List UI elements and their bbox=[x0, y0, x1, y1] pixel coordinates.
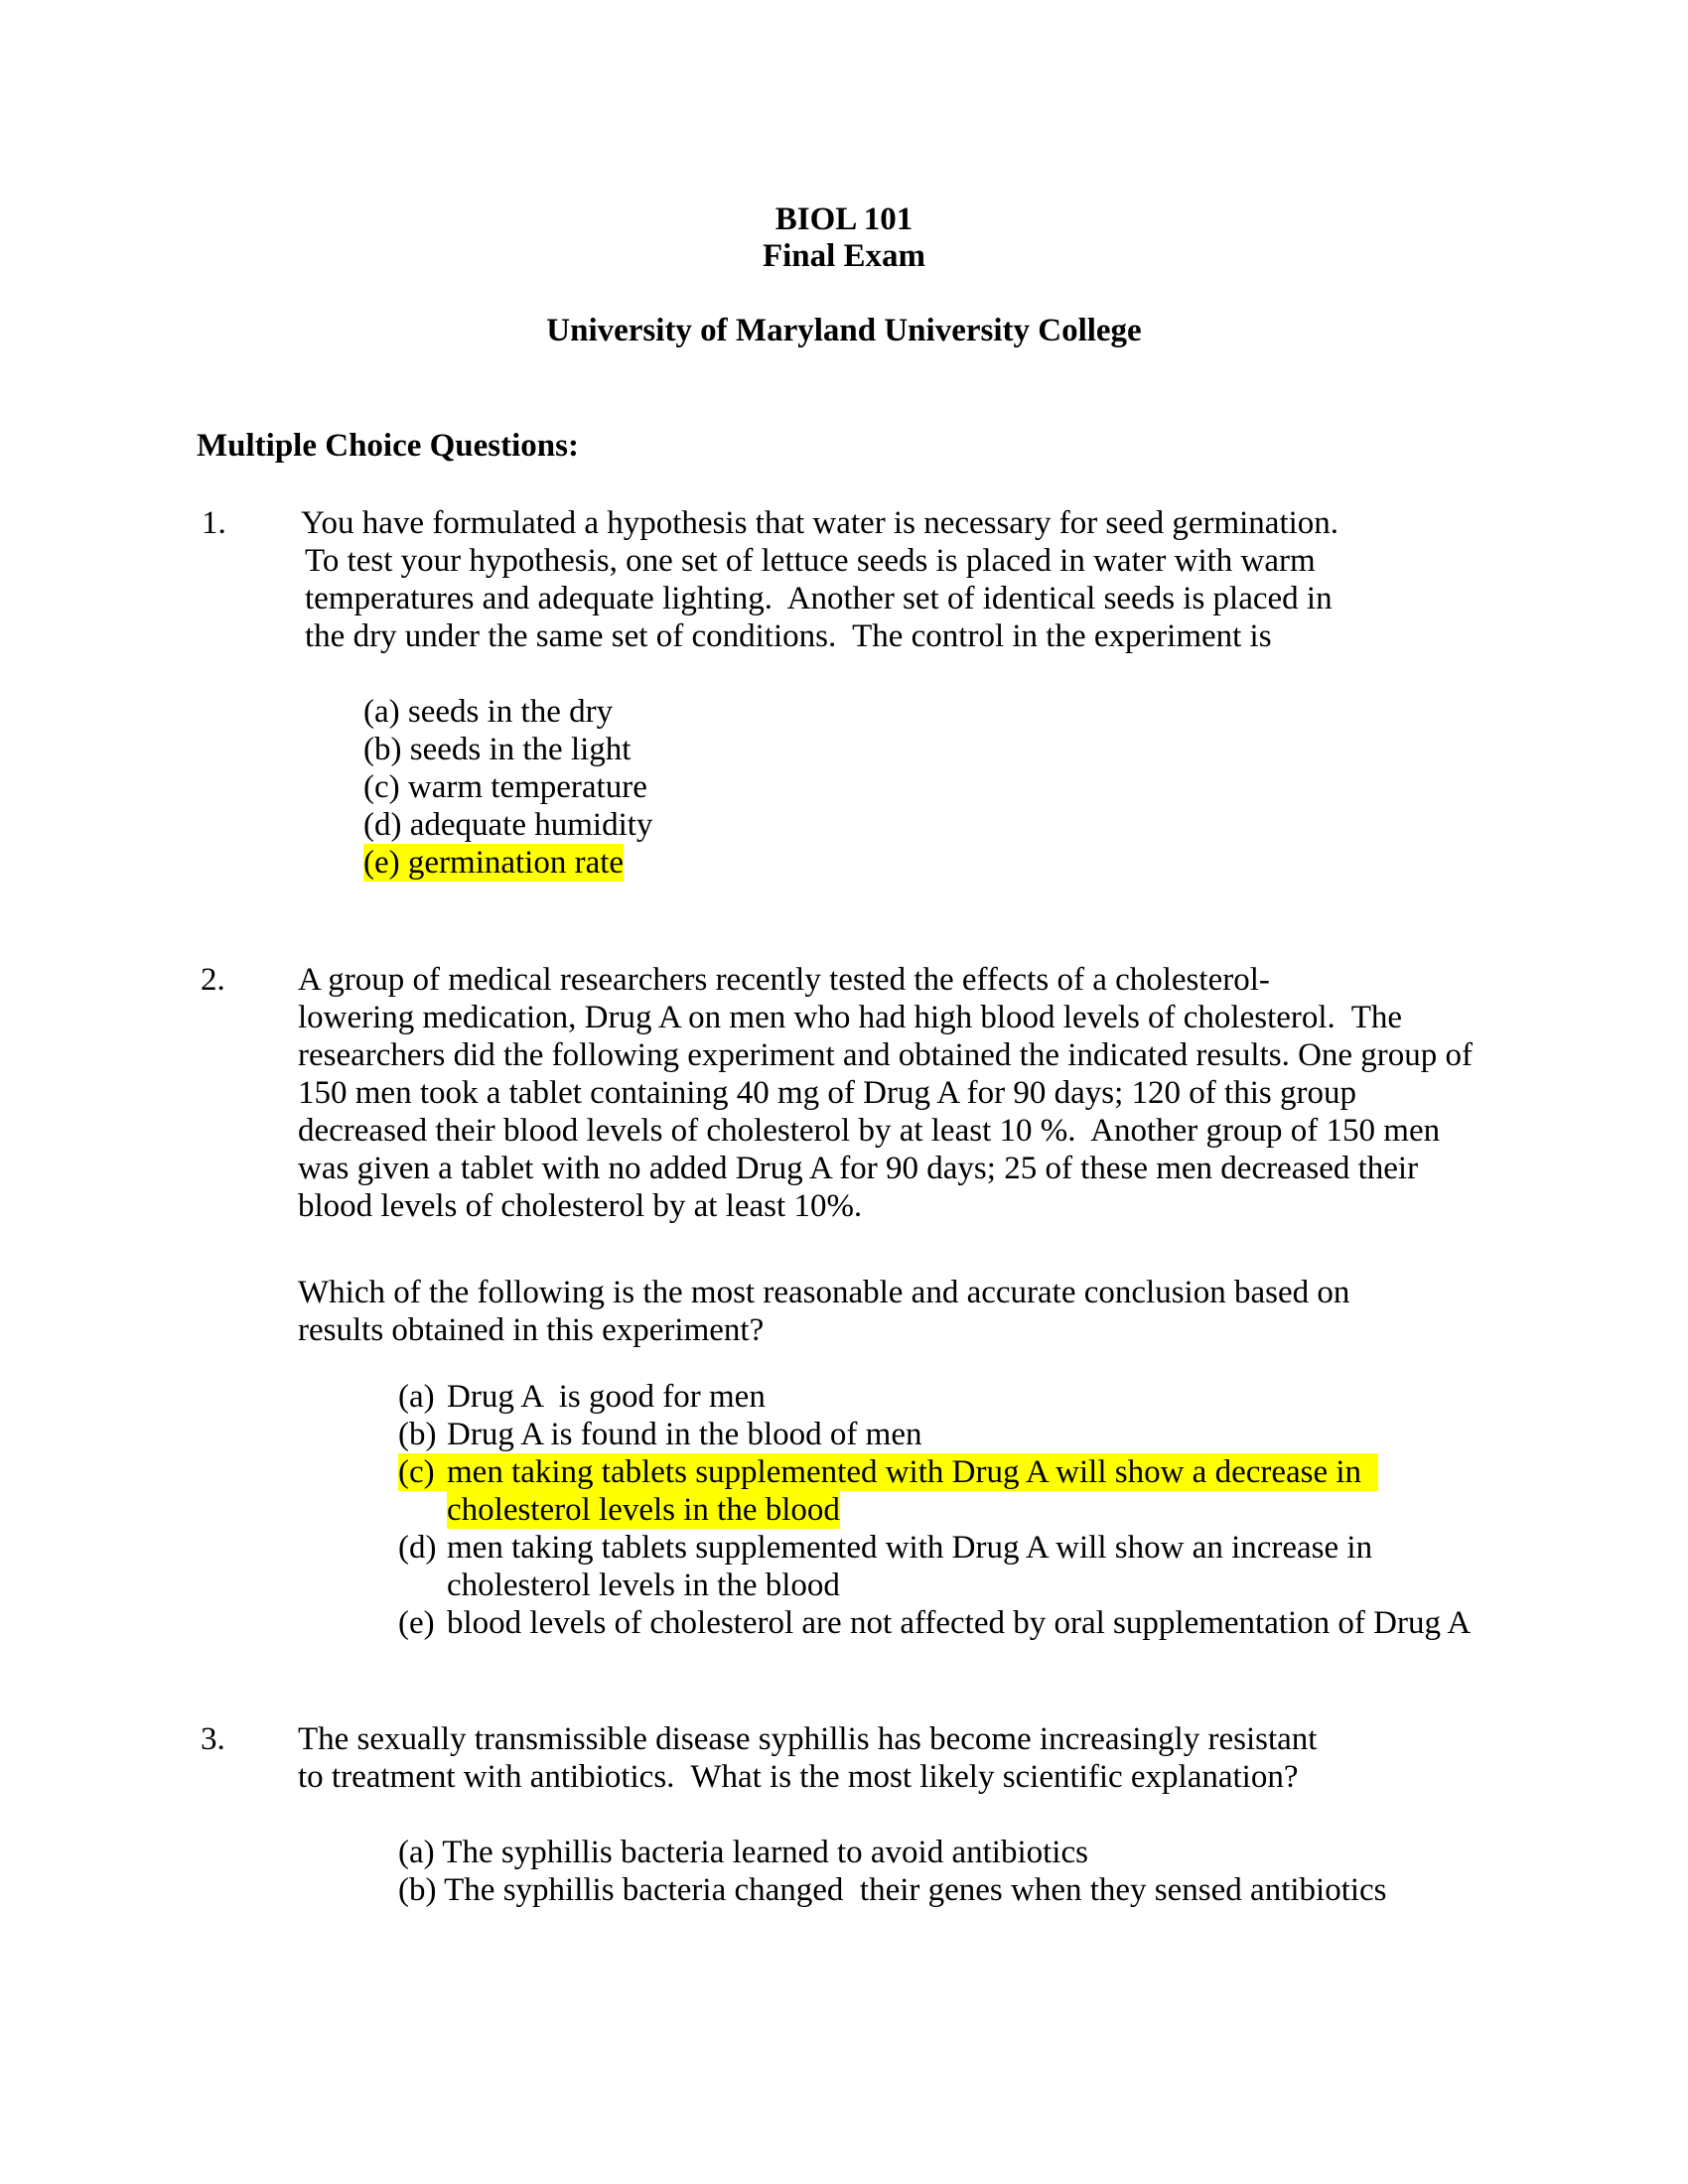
institution-name: University of Maryland University College bbox=[546, 313, 1142, 348]
question-text-line: decreased their blood levels of cholesterol by at least 10 %. Another group of 150 men bbox=[298, 1113, 1441, 1149]
answer-option-b bbox=[398, 1871, 1387, 1909]
option-label: (d) bbox=[363, 807, 402, 843]
option-text: The syphillis bacteria learned to avoid antibiotics bbox=[442, 1835, 1088, 1870]
question-text-line: You have formulated a hypothesis that water is necessary for seed germination. bbox=[301, 505, 1339, 541]
question-text-line: The sexually transmissible disease syphillis has become increasingly resistant bbox=[298, 1721, 1318, 1757]
option-label: (e) bbox=[363, 845, 400, 881]
option-label: (d) bbox=[398, 1530, 437, 1566]
option-text: men taking tablets supplemented with Drug A will show an increase in bbox=[447, 1530, 1373, 1566]
option-label: (a) bbox=[398, 1379, 435, 1415]
option-label: (b) bbox=[363, 732, 402, 767]
option-text: men taking tablets supplemented with Drug A will show a decrease in bbox=[447, 1454, 1362, 1490]
question-text-line: lowering medication, Drug A on men who had high blood levels of cholesterol. The bbox=[298, 1000, 1403, 1035]
question-text-line: the dry under the same set of conditions. The control in the experiment is bbox=[305, 618, 1272, 654]
question-number: 2. bbox=[201, 962, 225, 998]
question-text-line: 150 men took a tablet containing 40 mg of Drug A for 90 days; 120 of this group bbox=[298, 1075, 1356, 1111]
question-text-line: temperatures and adequate lighting. Another set of identical seeds is placed in bbox=[305, 581, 1333, 616]
option-text: The syphillis bacteria changed their genes when they sensed antibiotics bbox=[444, 1872, 1387, 1908]
option-label: (b) bbox=[398, 1417, 437, 1452]
answer-option-d bbox=[363, 806, 652, 844]
option-label: (c) bbox=[398, 1454, 435, 1490]
question-text-line: to treatment with antibiotics. What is the most likely scientific explanation? bbox=[298, 1759, 1299, 1795]
option-text-continued: cholesterol levels in the blood bbox=[447, 1568, 840, 1603]
question-text-line: blood levels of cholesterol by at least 10%. bbox=[298, 1188, 863, 1224]
answer-option-c bbox=[363, 768, 647, 806]
question-number: 1. bbox=[202, 505, 226, 541]
course-title: BIOL 101 bbox=[774, 202, 914, 237]
option-text: Drug A is good for men bbox=[447, 1379, 766, 1415]
option-text: germination rate bbox=[407, 845, 625, 881]
answer-option-b bbox=[363, 731, 631, 768]
question-number: 3. bbox=[201, 1721, 225, 1757]
option-text: seeds in the dry bbox=[407, 694, 614, 730]
option-label: (a) bbox=[398, 1835, 435, 1870]
option-text: Drug A is found in the blood of men bbox=[447, 1417, 922, 1452]
question-text-line: A group of medical researchers recently tested the effects of a cholesterol- bbox=[298, 962, 1270, 998]
question-text-line: To test your hypothesis, one set of lettuce seeds is placed in water with warm bbox=[305, 543, 1316, 579]
answer-option-a bbox=[363, 693, 613, 731]
question-prompt-line: results obtained in this experiment? bbox=[298, 1312, 765, 1348]
option-label: (c) bbox=[363, 769, 400, 805]
question-text-line: was given a tablet with no added Drug A for 90 days; 25 of these men decreased their bbox=[298, 1151, 1419, 1186]
option-text: warm temperature bbox=[407, 769, 647, 805]
option-text-continued: cholesterol levels in the blood bbox=[447, 1492, 840, 1528]
option-text: adequate humidity bbox=[409, 807, 653, 843]
question-prompt-line: Which of the following is the most reasonable and accurate conclusion based on bbox=[298, 1275, 1350, 1310]
option-text: blood levels of cholesterol are not affected by oral supplementation of Drug A bbox=[447, 1605, 1472, 1641]
option-label: (a) bbox=[363, 694, 400, 730]
section-title: Multiple Choice Questions: bbox=[197, 428, 579, 464]
option-text: seeds in the light bbox=[409, 732, 632, 767]
answer-option-a bbox=[398, 1834, 1088, 1871]
option-label: (b) bbox=[398, 1872, 437, 1908]
option-label: (e) bbox=[398, 1605, 435, 1641]
question-text-line: researchers did the following experiment and obtained the indicated results. One group of bbox=[298, 1037, 1474, 1073]
answer-option-e-highlighted bbox=[363, 844, 624, 882]
exam-title: Final Exam bbox=[762, 238, 926, 274]
